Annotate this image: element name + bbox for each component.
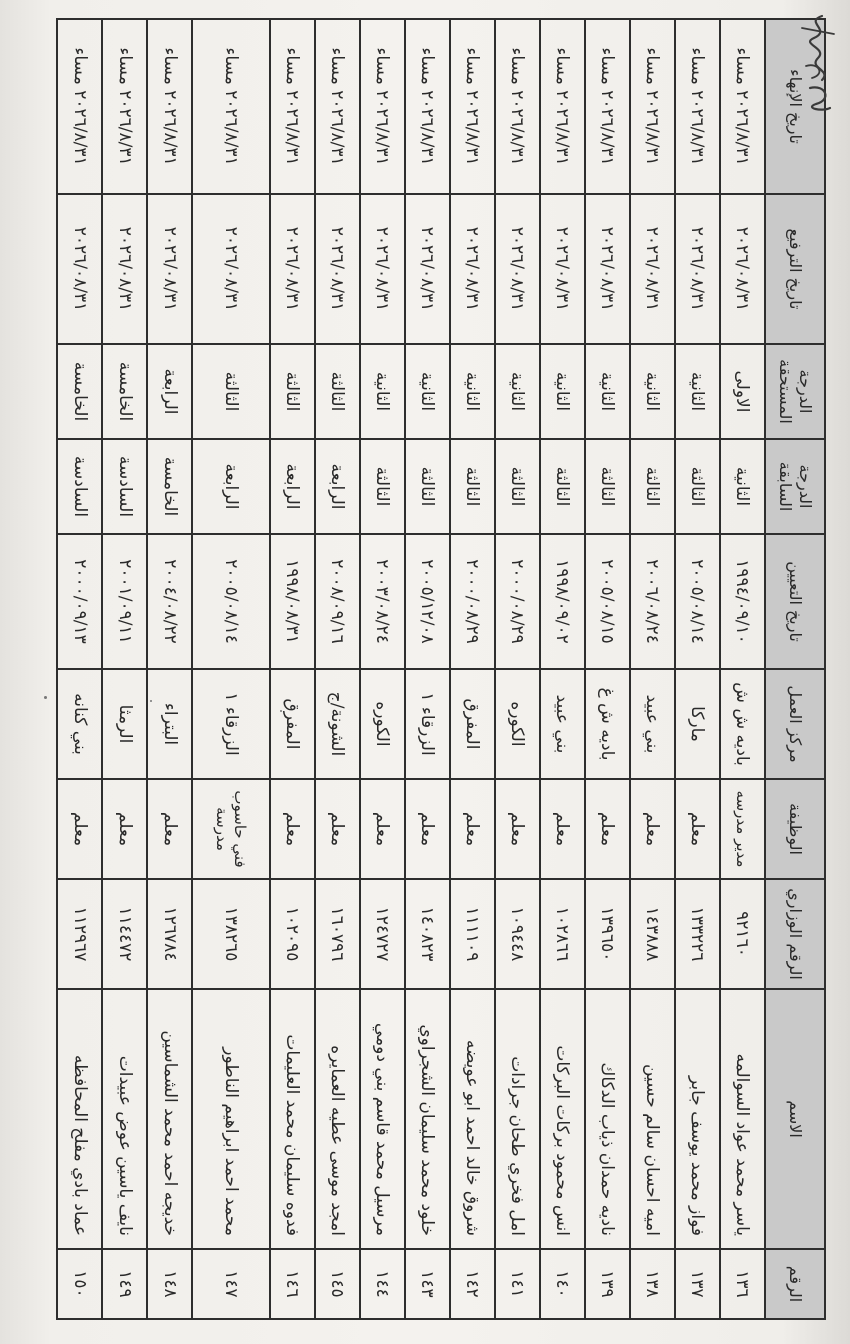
cell-previous-grade: الثالثة bbox=[495, 439, 540, 534]
header-previous-grade: الدرجة السابقة bbox=[765, 439, 825, 534]
cell-promotion-date: ٢٠٢٦/٠٨/٣١ bbox=[585, 194, 630, 344]
table-row bbox=[450, 19, 495, 1319]
cell-promotion-date: ٢٠٢٦/٠٨/٣١ bbox=[405, 194, 450, 344]
cell-ministry-number: ١٢٤٧٢٧ bbox=[360, 879, 405, 989]
cell-ministry-number: ١٣٣٢٢٦ bbox=[675, 879, 720, 989]
cell-end-date: ٢٠٢٦/٨/٣١ مساء bbox=[675, 19, 720, 194]
header-ministry-number: الرقم الوزاري bbox=[765, 879, 825, 989]
cell-appointment-date: ٢٠٠٥/١٢/٠٨ bbox=[405, 534, 450, 669]
cell-due-grade: الثانية bbox=[495, 344, 540, 439]
cell-ministry-number: ١٢٦٧٨٤ bbox=[147, 879, 192, 989]
cell-name: مرسيل محمد قاسم بني دومي bbox=[360, 989, 405, 1249]
cell-due-grade: الثانية bbox=[585, 344, 630, 439]
cell-name: اميه احسان سالم حسين bbox=[630, 989, 675, 1249]
cell-appointment-date: ٢٠٠٠/٠٨/٢٩ bbox=[495, 534, 540, 669]
cell-previous-grade: الثالثة bbox=[585, 439, 630, 534]
cell-due-grade: الخامسة bbox=[102, 344, 147, 439]
header-appointment-date: تاريخ التعيين bbox=[765, 534, 825, 669]
header-end-date: تاريخ الإنهاء bbox=[765, 19, 825, 194]
cell-name: ناديه حمدان ذياب الدكاك bbox=[585, 989, 630, 1249]
cell-workplace: الزرقاء ١ bbox=[405, 669, 450, 779]
cell-due-grade: الثانية bbox=[450, 344, 495, 439]
table-row bbox=[57, 19, 102, 1319]
rotated-table-area bbox=[56, 18, 826, 1318]
cell-workplace: المفرق bbox=[270, 669, 315, 779]
cell-job: مدير مدرسه bbox=[720, 779, 765, 879]
cell-ministry-number: ١٣٩٦٥٠ bbox=[585, 879, 630, 989]
cell-end-date: ٢٠٢٦/٨/٣١ مساء bbox=[540, 19, 585, 194]
cell-due-grade: الثانية bbox=[540, 344, 585, 439]
cell-appointment-date: ١٩٩٨/٠٩/٠٢ bbox=[540, 534, 585, 669]
table-row bbox=[540, 19, 585, 1319]
cell-ministry-number: ١٠٢٨٦٦ bbox=[540, 879, 585, 989]
cell-appointment-date: ٢٠٠٦/٠٨/٢٤ bbox=[630, 534, 675, 669]
cell-end-date: ٢٠٢٦/٨/٣١ مساء bbox=[102, 19, 147, 194]
table-body bbox=[57, 19, 765, 1319]
table-row bbox=[720, 19, 765, 1319]
table-row bbox=[102, 19, 147, 1319]
cell-job: معلم bbox=[585, 779, 630, 879]
scan-speck bbox=[150, 700, 152, 702]
table-row bbox=[192, 19, 270, 1319]
cell-number: ١٤٢ bbox=[450, 1249, 495, 1319]
cell-number: ١٣٦ bbox=[720, 1249, 765, 1319]
cell-previous-grade: الثالثة bbox=[360, 439, 405, 534]
header-number: الرقم bbox=[765, 1249, 825, 1319]
cell-name: محمد احمد ابراهيم الناطور bbox=[192, 989, 270, 1249]
cell-previous-grade: الرابعة bbox=[315, 439, 360, 534]
cell-name: خلود محمد سليمان الشجراوي bbox=[405, 989, 450, 1249]
cell-ministry-number: ١٤٠٨٢٣ bbox=[405, 879, 450, 989]
cell-appointment-date: ١٩٩٨/٠٨/٣١ bbox=[270, 534, 315, 669]
cell-end-date: ٢٠٢٦/٨/٣١ مساء bbox=[192, 19, 270, 194]
cell-due-grade: الرابعة bbox=[147, 344, 192, 439]
cell-job: معلم bbox=[495, 779, 540, 879]
header-workplace: مركز العمل bbox=[765, 669, 825, 779]
cell-workplace: بني عبيد bbox=[630, 669, 675, 779]
cell-due-grade: الثالثة bbox=[270, 344, 315, 439]
cell-appointment-date: ٢٠٠٣/٠٨/٢٤ bbox=[360, 534, 405, 669]
cell-previous-grade: الثالثة bbox=[630, 439, 675, 534]
cell-job: معلم bbox=[315, 779, 360, 879]
cell-promotion-date: ٢٠٢٦/٠٨/٣١ bbox=[540, 194, 585, 344]
header-promotion-date: تاريخ الترفيع bbox=[765, 194, 825, 344]
cell-workplace: المفرق bbox=[450, 669, 495, 779]
cell-number: ١٤٩ bbox=[102, 1249, 147, 1319]
cell-appointment-date: ٢٠٠٥/٠٨/١٥ bbox=[585, 534, 630, 669]
cell-appointment-date: ٢٠٠٥/٠٨/١٤ bbox=[192, 534, 270, 669]
cell-workplace: الكوره bbox=[360, 669, 405, 779]
cell-promotion-date: ٢٠٢٦/٠٨/٣١ bbox=[450, 194, 495, 344]
cell-ministry-number: ١٤٣٨٨٨ bbox=[630, 879, 675, 989]
cell-ministry-number: ١١١١٠٩ bbox=[450, 879, 495, 989]
cell-end-date: ٢٠٢٦/٨/٣١ مساء bbox=[360, 19, 405, 194]
cell-number: ١٤٥ bbox=[315, 1249, 360, 1319]
cell-promotion-date: ٢٠٢٦/٠٨/٣١ bbox=[57, 194, 102, 344]
cell-workplace: الزرقاء ١ bbox=[192, 669, 270, 779]
table-row bbox=[675, 19, 720, 1319]
cell-job: معلم bbox=[270, 779, 315, 879]
cell-workplace: ماركا bbox=[675, 669, 720, 779]
cell-appointment-date: ٢٠٠٤/٠٨/٢٢ bbox=[147, 534, 192, 669]
cell-name: فواز محمد يوسف جابر bbox=[675, 989, 720, 1249]
cell-appointment-date: ٢٠٠٠/٠٩/١٣ bbox=[57, 534, 102, 669]
cell-previous-grade: الثالثة bbox=[675, 439, 720, 534]
cell-due-grade: الثانية bbox=[360, 344, 405, 439]
cell-promotion-date: ٢٠٢٦/٠٨/٣١ bbox=[315, 194, 360, 344]
cell-appointment-date: ٢٠٠٠/٠٨/٢٩ bbox=[450, 534, 495, 669]
cell-number: ١٤٤ bbox=[360, 1249, 405, 1319]
cell-due-grade: الثانية bbox=[630, 344, 675, 439]
table-row bbox=[147, 19, 192, 1319]
cell-end-date: ٢٠٢٦/٨/٣١ مساء bbox=[270, 19, 315, 194]
cell-ministry-number: ١١٤٤٧٢ bbox=[102, 879, 147, 989]
cell-number: ١٣٨ bbox=[630, 1249, 675, 1319]
cell-promotion-date: ٢٠٢٦/٠٨/٣١ bbox=[495, 194, 540, 344]
scan-speck bbox=[44, 696, 47, 699]
cell-job: معلم bbox=[450, 779, 495, 879]
cell-promotion-date: ٢٠٢٦/٠٨/٣١ bbox=[630, 194, 675, 344]
table-row bbox=[495, 19, 540, 1319]
cell-workplace: باديه ش ش bbox=[720, 669, 765, 779]
table-row bbox=[630, 19, 675, 1319]
cell-ministry-number: ١٠٩٤٤٨ bbox=[495, 879, 540, 989]
cell-previous-grade: الخامسة bbox=[147, 439, 192, 534]
cell-name: امل فخري طحان جرادات bbox=[495, 989, 540, 1249]
cell-ministry-number: ٩٢١٦٠ bbox=[720, 879, 765, 989]
cell-number: ١٥٠ bbox=[57, 1249, 102, 1319]
cell-appointment-date: ٢٠٠١/٠٩/١١ bbox=[102, 534, 147, 669]
cell-workplace: باديه ش غ bbox=[585, 669, 630, 779]
cell-workplace: الكوره bbox=[495, 669, 540, 779]
cell-due-grade: الخامسة bbox=[57, 344, 102, 439]
cell-workplace: بني عبيد bbox=[540, 669, 585, 779]
cell-promotion-date: ٢٠٢٦/٠٨/٣١ bbox=[720, 194, 765, 344]
table-rotator bbox=[56, 18, 826, 1318]
cell-name: امجد موسى عطيه العمايره bbox=[315, 989, 360, 1249]
cell-previous-grade: الثالثة bbox=[540, 439, 585, 534]
cell-name: نايف ياسين عوض عبيدات bbox=[102, 989, 147, 1249]
cell-name: ياسر محمد عواد السوالمه bbox=[720, 989, 765, 1249]
cell-end-date: ٢٠٢٦/٨/٣١ مساء bbox=[147, 19, 192, 194]
cell-job: معلم bbox=[360, 779, 405, 879]
cell-ministry-number: ١٠٢٠٩٥ bbox=[270, 879, 315, 989]
cell-job: معلم bbox=[57, 779, 102, 879]
handwritten-signature bbox=[792, 8, 844, 118]
cell-name: انس محمود بركات البركات bbox=[540, 989, 585, 1249]
table-row bbox=[405, 19, 450, 1319]
cell-job: معلم bbox=[102, 779, 147, 879]
cell-promotion-date: ٢٠٢٦/٠٨/٣١ bbox=[675, 194, 720, 344]
table-row bbox=[315, 19, 360, 1319]
header-due-grade: الدرجة المستحقة bbox=[765, 344, 825, 439]
cell-ministry-number: ١١٢٩٦٧ bbox=[57, 879, 102, 989]
cell-ministry-number: ١٦٠٧٩٦ bbox=[315, 879, 360, 989]
cell-workplace: البتراء bbox=[147, 669, 192, 779]
cell-end-date: ٢٠٢٦/٨/٣١ مساء bbox=[450, 19, 495, 194]
header-name: الاسم bbox=[765, 989, 825, 1249]
cell-job: معلم bbox=[675, 779, 720, 879]
cell-ministry-number: ١٣٨٢٦٥ bbox=[192, 879, 270, 989]
cell-appointment-date: ٢٠٠٨/٠٩/١٦ bbox=[315, 534, 360, 669]
cell-previous-grade: السادسة bbox=[102, 439, 147, 534]
cell-end-date: ٢٠٢٦/٨/٣١ مساء bbox=[495, 19, 540, 194]
cell-promotion-date: ٢٠٢٦/٠٨/٣١ bbox=[102, 194, 147, 344]
cell-due-grade: الثانية bbox=[405, 344, 450, 439]
cell-previous-grade: الرابعة bbox=[270, 439, 315, 534]
cell-name: فدوه سليمان محمد العليمات bbox=[270, 989, 315, 1249]
cell-previous-grade: الرابعة bbox=[192, 439, 270, 534]
cell-previous-grade: الثالثة bbox=[405, 439, 450, 534]
cell-name: عماد بادي مفلح المحافظه bbox=[57, 989, 102, 1249]
header-job: الوظيفة bbox=[765, 779, 825, 879]
cell-job: فني حاسوب مدرسة bbox=[192, 779, 270, 879]
cell-promotion-date: ٢٠٢٦/٠٨/٣١ bbox=[147, 194, 192, 344]
cell-previous-grade: الثانية bbox=[720, 439, 765, 534]
table-row bbox=[585, 19, 630, 1319]
cell-appointment-date: ١٩٩٤/٠٩/١٠ bbox=[720, 534, 765, 669]
cell-workplace: الشونة/ج bbox=[315, 669, 360, 779]
cell-job: معلم bbox=[630, 779, 675, 879]
table-row bbox=[360, 19, 405, 1319]
table-header-row bbox=[765, 19, 825, 1319]
promotions-table bbox=[56, 18, 826, 1320]
cell-end-date: ٢٠٢٦/٨/٣١ مساء bbox=[630, 19, 675, 194]
cell-number: ١٤٣ bbox=[405, 1249, 450, 1319]
cell-due-grade: الاولى bbox=[720, 344, 765, 439]
cell-end-date: ٢٠٢٦/٨/٣١ مساء bbox=[57, 19, 102, 194]
cell-number: ١٤٨ bbox=[147, 1249, 192, 1319]
cell-due-grade: الثالثة bbox=[315, 344, 360, 439]
cell-name: خديجه احمد محمد الشماسين bbox=[147, 989, 192, 1249]
table-row bbox=[270, 19, 315, 1319]
cell-previous-grade: الثالثة bbox=[450, 439, 495, 534]
cell-end-date: ٢٠٢٦/٨/٣١ مساء bbox=[585, 19, 630, 194]
cell-previous-grade: السادسة bbox=[57, 439, 102, 534]
cell-job: معلم bbox=[540, 779, 585, 879]
cell-name: شروق خالد احمد ابو عويضه bbox=[450, 989, 495, 1249]
cell-workplace: بني كنانه bbox=[57, 669, 102, 779]
cell-job: معلم bbox=[405, 779, 450, 879]
cell-job: معلم bbox=[147, 779, 192, 879]
cell-due-grade: الثالثة bbox=[192, 344, 270, 439]
cell-end-date: ٢٠٢٦/٨/٣١ مساء bbox=[405, 19, 450, 194]
cell-due-grade: الثانية bbox=[675, 344, 720, 439]
cell-appointment-date: ٢٠٠٥/٠٨/١٤ bbox=[675, 534, 720, 669]
cell-promotion-date: ٢٠٢٦/٠٨/٣١ bbox=[270, 194, 315, 344]
cell-number: ١٤٦ bbox=[270, 1249, 315, 1319]
cell-number: ١٤٠ bbox=[540, 1249, 585, 1319]
scan-speck bbox=[280, 710, 282, 712]
cell-number: ١٣٧ bbox=[675, 1249, 720, 1319]
cell-workplace: الرمثا bbox=[102, 669, 147, 779]
cell-end-date: ٢٠٢٦/٨/٣١ مساء bbox=[720, 19, 765, 194]
cell-number: ١٤٧ bbox=[192, 1249, 270, 1319]
cell-promotion-date: ٢٠٢٦/٠٨/٣١ bbox=[360, 194, 405, 344]
cell-number: ١٤١ bbox=[495, 1249, 540, 1319]
cell-promotion-date: ٢٠٢٦/٠٨/٣١ bbox=[192, 194, 270, 344]
cell-end-date: ٢٠٢٦/٨/٣١ مساء bbox=[315, 19, 360, 194]
cell-number: ١٣٩ bbox=[585, 1249, 630, 1319]
